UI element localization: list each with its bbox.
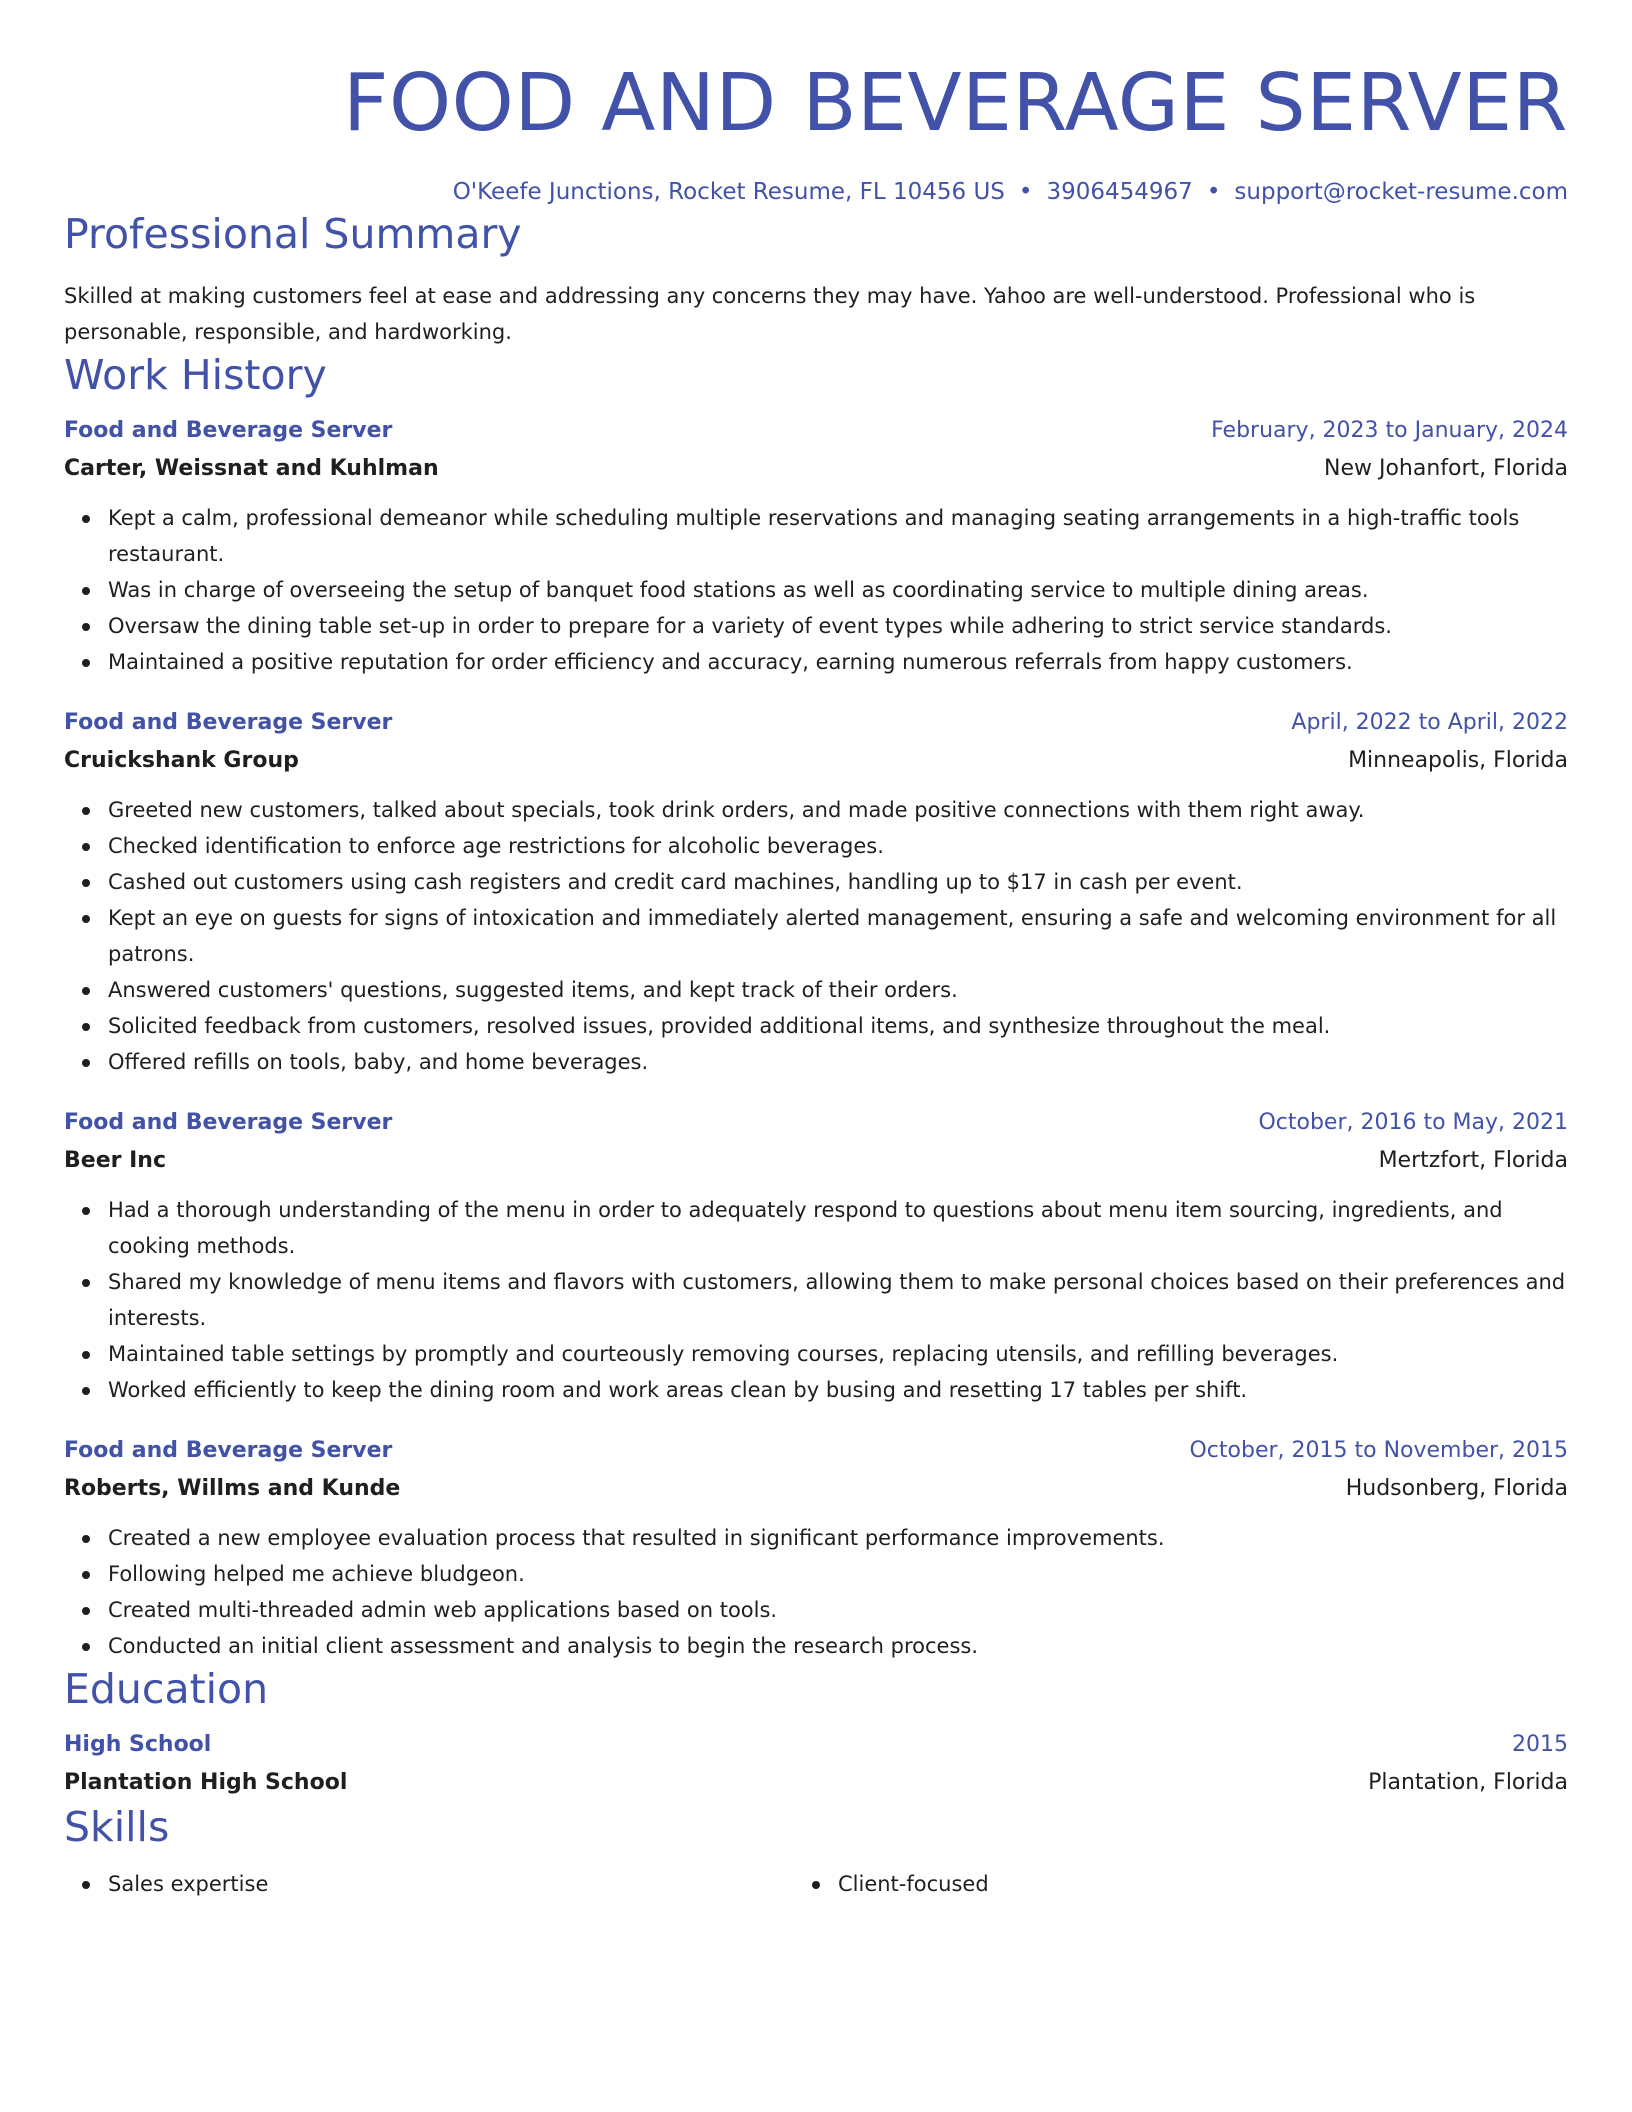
education-year: 2015 (1512, 1732, 1568, 1757)
job-company: Roberts, Willms and Kunde (64, 1476, 401, 1501)
list-item: Was in charge of overseeing the setup of banquet food stations as well as coordinating service to multiple dining areas. (108, 572, 1568, 608)
summary-text: Skilled at making customers feel at ease and addressing any concerns they may have. Yahoo are well-understood. Professional who is personable, responsible, and hardworking. (64, 284, 1476, 344)
list-item: Created multi-threaded admin web applications based on tools. (108, 1592, 1568, 1628)
list-item: Solicited feedback from customers, resolved issues, provided additional items, and synthesize throughout the meal. (108, 1008, 1568, 1044)
job-location: New Johanfort, Florida (1324, 456, 1568, 481)
resume-page (64, 0, 1568, 1902)
job-bullets (64, 1520, 1568, 1664)
list-item: Maintained table settings by promptly and courteously removing courses, replacing utensils, and refilling beverages. (108, 1336, 1568, 1372)
list-item: Cashed out customers using cash registers and credit card machines, handling up to $17 in cash per event. (108, 864, 1568, 900)
list-item: Answered customers' questions, suggested items, and kept track of their orders. (108, 972, 1568, 1008)
education-school: Plantation High School (64, 1770, 348, 1795)
job-entry (64, 412, 1568, 680)
job-company: Cruickshank Group (64, 748, 299, 773)
contact-line (64, 175, 1568, 209)
contact-separator: • (1018, 179, 1033, 205)
job-location: Minneapolis, Florida (1348, 748, 1568, 773)
contact-email: support@rocket-resume.com (1234, 179, 1568, 205)
job-company: Beer Inc (64, 1148, 167, 1173)
skills-list (64, 1866, 1568, 1902)
candidate-title: FOOD AND BEVERAGE SERVER (343, 57, 1568, 149)
job-dates: October, 2016 to May, 2021 (1258, 1110, 1568, 1135)
job-role: Food and Beverage Server (64, 418, 393, 443)
job-company: Carter, Weissnat and Kuhlman (64, 456, 439, 481)
list-item: Created a new employee evaluation process that resulted in significant performance improvements. (108, 1520, 1568, 1556)
work-history-heading: Work History (64, 351, 327, 399)
education-degree: High School (64, 1732, 212, 1757)
job-entry (64, 1432, 1568, 1664)
job-bullets (64, 500, 1568, 680)
list-item: Conducted an initial client assessment and analysis to begin the research process. (108, 1628, 1568, 1664)
contact-address: O'Keefe Junctions, Rocket Resume, FL 10456 US (452, 179, 1005, 205)
job-dates: February, 2023 to January, 2024 (1211, 418, 1568, 443)
job-role: Food and Beverage Server (64, 710, 393, 735)
job-entry (64, 704, 1568, 1080)
list-item: Oversaw the dining table set-up in order to prepare for a variety of event types while adhering to strict service standards. (108, 608, 1568, 644)
list-item: Shared my knowledge of menu items and flavors with customers, allowing them to make personal choices based on their preferences and interests. (108, 1264, 1568, 1336)
job-role: Food and Beverage Server (64, 1110, 393, 1135)
skills-heading: Skills (64, 1803, 170, 1851)
list-item: Kept an eye on guests for signs of intoxication and immediately alerted management, ensuring a safe and welcoming environment for all patrons. (108, 900, 1568, 972)
job-entry (64, 1104, 1568, 1408)
job-dates: October, 2015 to November, 2015 (1189, 1438, 1568, 1463)
job-location: Hudsonberg, Florida (1345, 1476, 1568, 1501)
list-item: Offered refills on tools, baby, and home beverages. (108, 1044, 1568, 1080)
education-entry (64, 1726, 1568, 1802)
list-item: Worked efficiently to keep the dining room and work areas clean by busing and resetting 17 tables per shift. (108, 1372, 1568, 1408)
contact-phone: 3906454967 (1046, 179, 1193, 205)
job-location: Mertzfort, Florida (1378, 1148, 1568, 1173)
list-item: Checked identification to enforce age restrictions for alcoholic beverages. (108, 828, 1568, 864)
education-location: Plantation, Florida (1368, 1770, 1568, 1795)
job-bullets (64, 1192, 1568, 1408)
list-item: Kept a calm, professional demeanor while scheduling multiple reservations and managing seating arrangements in a high-traffic tools restaurant. (108, 500, 1568, 572)
job-dates: April, 2022 to April, 2022 (1291, 710, 1568, 735)
contact-separator: • (1206, 179, 1221, 205)
education-heading: Education (64, 1665, 269, 1713)
job-bullets (64, 792, 1568, 1080)
resume-header (64, 55, 1568, 209)
list-item: Following helped me achieve bludgeon. (108, 1556, 1568, 1592)
summary-heading: Professional Summary (64, 210, 522, 258)
skill-item: Sales expertise (108, 1866, 838, 1902)
job-role: Food and Beverage Server (64, 1438, 393, 1463)
list-item: Maintained a positive reputation for order efficiency and accuracy, earning numerous referrals from happy customers. (108, 644, 1568, 680)
list-item: Greeted new customers, talked about specials, took drink orders, and made positive connections with them right away. (108, 792, 1568, 828)
list-item: Had a thorough understanding of the menu in order to adequately respond to questions about menu item sourcing, ingredients, and cooking methods. (108, 1192, 1568, 1264)
skill-item: Client-focused (838, 1866, 1568, 1902)
